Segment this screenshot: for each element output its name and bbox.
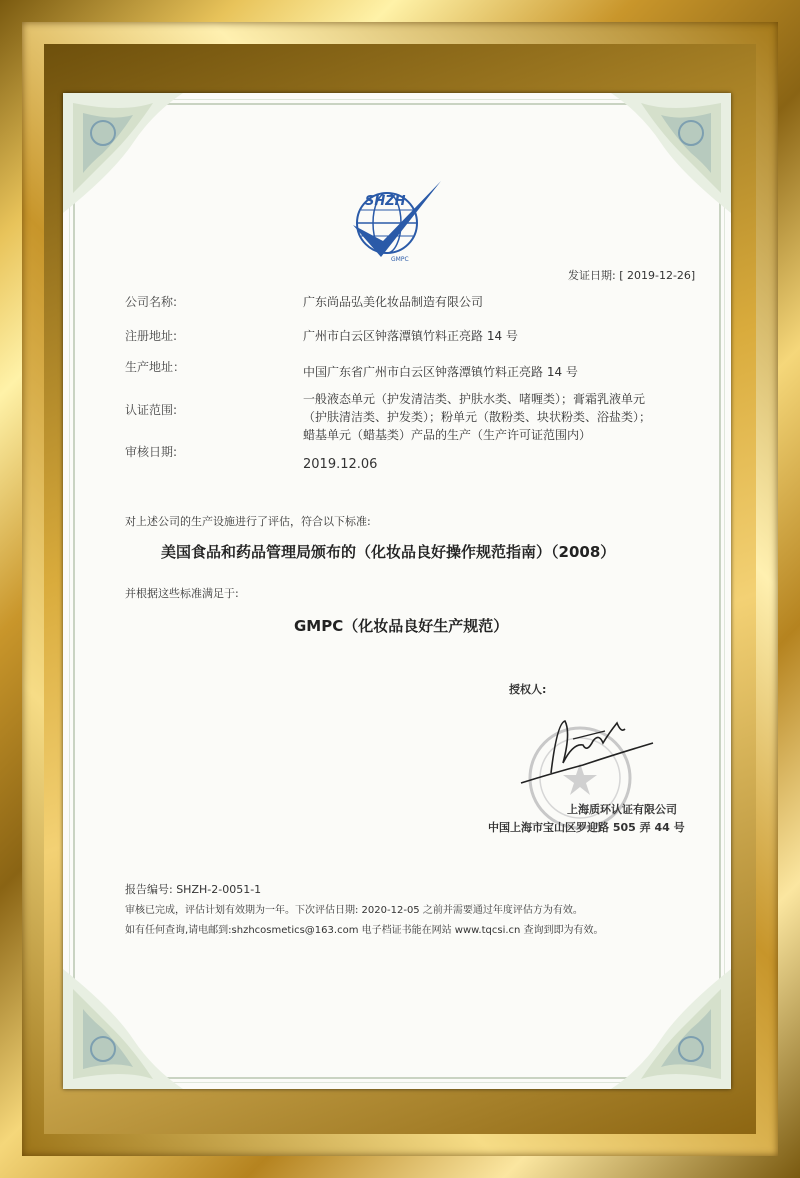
issue-date — [568, 267, 695, 283]
issuer-name: 上海质环认证有限公司 — [567, 803, 677, 816]
corner-ornament-icon — [611, 93, 731, 213]
certificate-paper — [63, 93, 731, 1089]
logo-text: SHZH — [365, 194, 406, 209]
scope-line-2: （护肤清洁类、护发类）；粉单元（散粉类、块状粉类、浴盐类）； — [303, 410, 652, 424]
company-label: 公司名称: — [125, 295, 178, 309]
gmpc-title: GMPC（化妆品良好生产规范） — [294, 617, 509, 635]
shzh-logo-icon — [345, 175, 445, 265]
prod-addr-label: 生产地址： — [125, 360, 186, 374]
report-number: 报告编号: SHZH-2-0051-1 — [125, 883, 262, 896]
audit-date-label: 审核日期: — [125, 445, 178, 459]
scope-label: 认证范围: — [125, 403, 178, 417]
corner-ornament-icon — [63, 93, 183, 213]
reg-addr-label: 注册地址: — [125, 329, 178, 343]
conform-line: 并根据这些标准满足于: — [125, 587, 239, 600]
validity-line: 审核已完成，评估计划有效期为一年。下次评估日期: 2020-12-05 之前并需要通过年度评估方为有效。 — [125, 905, 583, 916]
company-value: 广东尚品弘美化妆品制造有限公司 — [303, 295, 484, 309]
standard-title: 美国食品和药品管理局颁布的（化妆品良好操作规范指南）（2008） — [161, 543, 616, 561]
corner-ornament-icon — [63, 969, 183, 1089]
inquiry-line: 如有任何查询,请电邮到:shzhcosmetics@163.com 电子档证书能在网站 www.tqcsi.cn 查询到即为有效。 — [125, 925, 604, 936]
corner-ornament-icon — [611, 969, 731, 1089]
prod-addr-value: 中国广东省广州市白云区钟落潭镇竹料正亮路 14 号 — [303, 365, 578, 379]
assessment-line: 对上述公司的生产设施进行了评估，符合以下标准: — [125, 515, 371, 528]
scope-line-1: 一般液态单元（护发清洁类、护肤水类、啫喱类）；膏霜乳液单元 — [303, 392, 646, 406]
scope-line-3: 蜡基单元（蜡基类）产品的生产（生产许可证范围内） — [303, 428, 592, 442]
issuer-address: 中国上海市宝山区罗迎路 505 弄 44 号 — [488, 821, 685, 834]
logo-subtext: GMPC — [391, 256, 409, 263]
signature-icon — [513, 703, 673, 793]
audit-date-value: 2019.12.06 — [303, 457, 378, 472]
authorizer-label: 授权人: — [509, 683, 547, 696]
issue-date-value: [ 2019-12-26] — [619, 269, 696, 282]
issue-date-label: 发证日期: — [568, 269, 616, 282]
reg-addr-value: 广州市白云区钟落潭镇竹料正亮路 14 号 — [303, 329, 518, 343]
